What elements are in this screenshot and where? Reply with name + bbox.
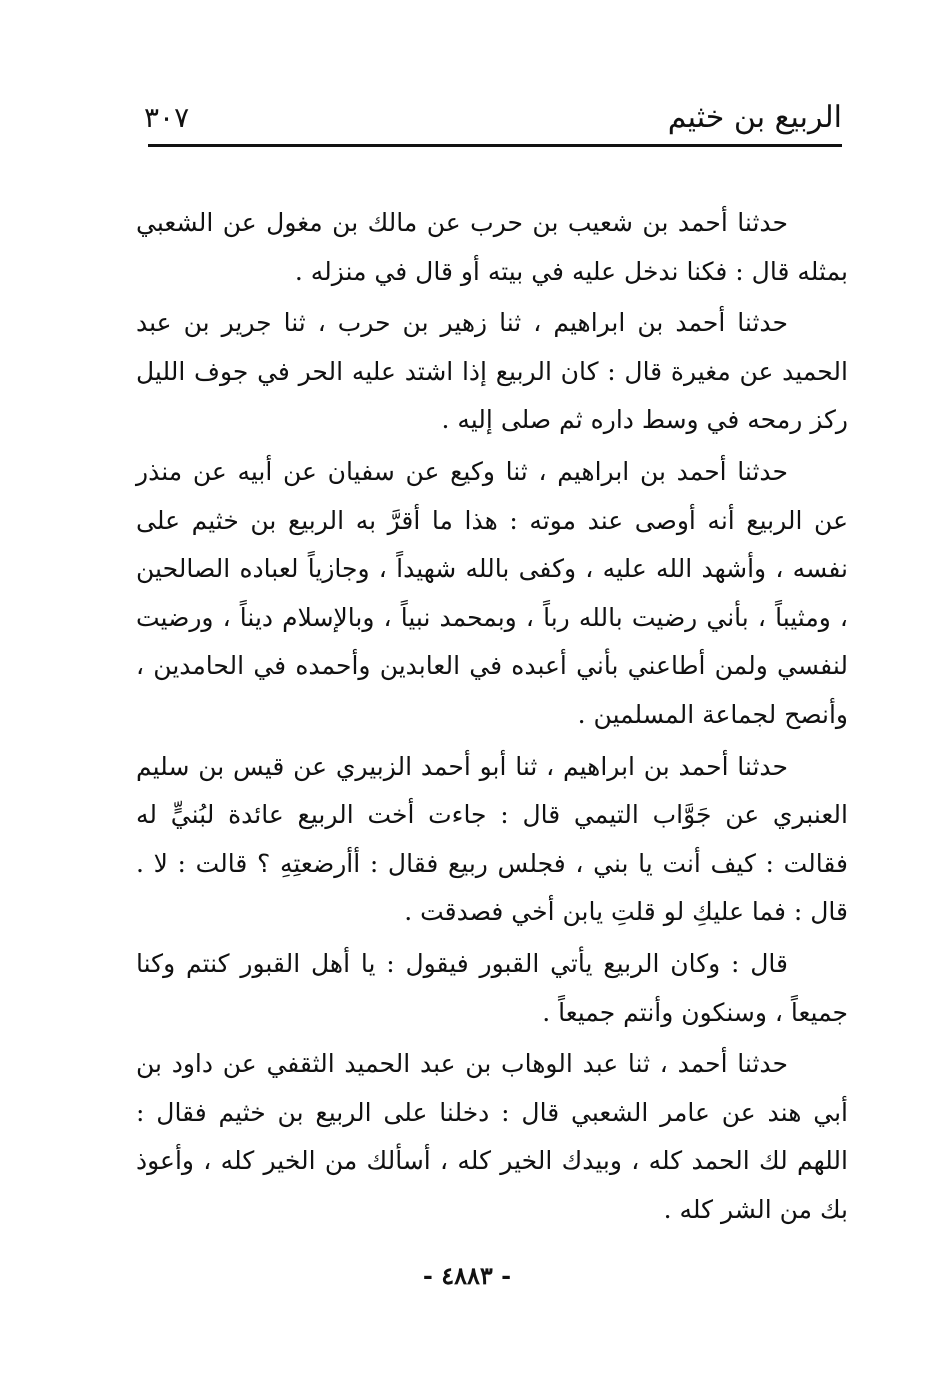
running-header-page-number: ٣٠٧ bbox=[144, 101, 190, 134]
header-divider bbox=[148, 144, 842, 147]
paragraph-5: قال : وكان الربيع يأتي القبور فيقول : يا أهل القبور كنتم وكنا جميعاً ، وسنكون وأنتم جميعاً . bbox=[136, 948, 848, 1027]
running-header-title: الربيع بن خثيم bbox=[667, 100, 842, 135]
paragraph-4: حدثنا أحمد بن ابراهيم ، ثنا أبو أحمد الزبيري عن قيس بن سليم العنبري عن جَوَّاب التيمي قال : جاءت أخت الربيع عائدة لبُنيٍّ له فقالت : كيف أنت يا بني ، فجلس ربيع فقال : أأرضعتِهِ ؟ قالت : لا . قال : فما عليكِ لو قلتِ يابن أخي فصدقت . bbox=[136, 751, 848, 927]
running-header bbox=[144, 96, 842, 142]
footer-page-number: - ٤٨٨٣ - bbox=[422, 1261, 512, 1290]
paragraph-3: حدثنا أحمد بن ابراهيم ، ثنا وكيع عن سفيان عن أبيه عن منذر عن الربيع أنه أوصى عند موته : هذا ما أقرَّ به الربيع بن خثيم على نفسه ، وأشهد الله عليه ، وكفى بالله شهيداً ، وجازياً لعباده الصالحين ، ومثيباً ، بأني رضيت بالله رباً ، وبمحمد نبياً ، وبالإسلام ديناً ، ورضيت لنفسي ولمن أطاعني بأني أعبده في العابدين وأحمده في الحامدين ، وأنصح لجماعة المسلمين . bbox=[136, 456, 848, 729]
paragraph-1: حدثنا أحمد بن شعيب بن حرب عن مالك بن مغول عن الشعبي بمثله قال : فكنا ندخل عليه في بيته أو قال في منزله . bbox=[136, 208, 848, 286]
paragraph-2: حدثنا أحمد بن ابراهيم ، ثنا زهير بن حرب ، ثنا جرير بن عبد الحميد عن مغيرة قال : كان الربيع إذا اشتد عليه الحر في جوف الليل ركز رمحه في وسط داره ثم صلى إليه . bbox=[136, 308, 848, 435]
body-text bbox=[136, 199, 848, 1237]
paragraph-6: حدثنا أحمد ، ثنا عبد الوهاب بن عبد الحميد الثقفي عن داود بن أبي هند عن عامر الشعبي قال : دخلنا على الربيع بن خثيم فقال : اللهم لك الحمد كله ، وبيدك الخير كله ، أسألك من الخير كله ، وأعوذ بك من الشر كله . bbox=[136, 1049, 848, 1224]
